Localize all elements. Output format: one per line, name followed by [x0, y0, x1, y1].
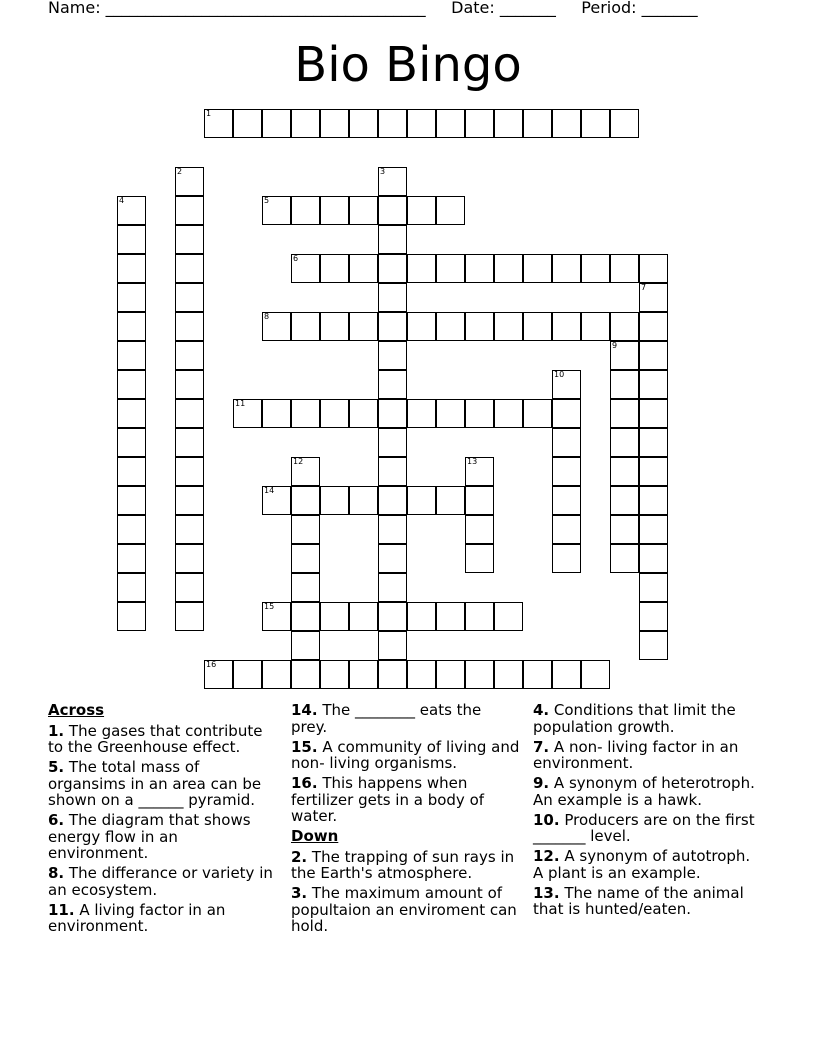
grid-cell[interactable]	[262, 399, 291, 428]
page-title: Bio Bingo	[294, 37, 522, 93]
grid-cell[interactable]	[552, 457, 581, 486]
grid-cell[interactable]	[552, 109, 581, 138]
clue-number-label: 7	[641, 283, 647, 292]
grid-cell[interactable]	[436, 109, 465, 138]
grid-cell[interactable]	[436, 312, 465, 341]
grid-cell[interactable]	[639, 399, 668, 428]
clue-text: A synonym of heterotroph. An example is a hawk.	[533, 774, 755, 809]
grid-cell[interactable]	[581, 660, 610, 689]
grid-cell[interactable]	[610, 457, 639, 486]
grid-cell[interactable]	[436, 196, 465, 225]
grid-cell[interactable]	[175, 370, 204, 399]
clue-number: 1.	[48, 721, 65, 740]
clue-number: 2.	[291, 847, 308, 866]
grid-cell[interactable]	[291, 573, 320, 602]
grid-cell[interactable]	[262, 109, 291, 138]
grid-cell[interactable]	[465, 109, 494, 138]
grid-cell[interactable]	[639, 631, 668, 660]
clue-text: The gases that contribute to the Greenhouse effect.	[48, 721, 263, 756]
clue-number-label: 4	[119, 196, 125, 205]
grid-cell[interactable]	[291, 544, 320, 573]
grid-cell[interactable]	[117, 457, 146, 486]
grid-cell[interactable]	[291, 109, 320, 138]
grid-cell[interactable]	[639, 515, 668, 544]
grid-cell[interactable]	[291, 399, 320, 428]
clue-item	[291, 775, 521, 825]
grid-cell[interactable]	[610, 254, 639, 283]
clue-text: The maximum amount of popultaion an enviroment can hold.	[291, 884, 517, 935]
grid-cell[interactable]	[581, 254, 610, 283]
clue-number-label: 15	[264, 602, 275, 611]
clue-number-label: 8	[264, 312, 270, 321]
clues-column-1	[48, 702, 273, 938]
grid-cell[interactable]	[320, 196, 349, 225]
grid-cell[interactable]	[465, 486, 494, 515]
clue-item	[533, 702, 763, 735]
clue-number: 8.	[48, 864, 65, 882]
grid-cell[interactable]	[523, 660, 552, 689]
grid-cell[interactable]	[639, 254, 668, 283]
grid-cell[interactable]	[378, 457, 407, 486]
clue-number-label: 12	[293, 457, 304, 466]
grid-cell[interactable]	[117, 312, 146, 341]
grid-cell[interactable]	[117, 283, 146, 312]
grid-cell[interactable]	[175, 225, 204, 254]
clue-number-label: 13	[467, 457, 478, 466]
grid-cell[interactable]	[552, 486, 581, 515]
grid-cell[interactable]	[407, 660, 436, 689]
grid-cell[interactable]	[117, 225, 146, 254]
grid-cell[interactable]	[291, 631, 320, 660]
clue-text: The total mass of organsims in an area can be shown on a ______ pyramid.	[48, 758, 262, 809]
clue-number-label: 10	[554, 370, 565, 379]
grid-cell[interactable]	[552, 515, 581, 544]
clue-text: A synonym of autotroph. A plant is an example.	[533, 847, 751, 882]
grid-cell[interactable]	[610, 312, 639, 341]
clue-number: 9.	[533, 774, 550, 792]
clue-text: The name of the animal that is hunted/eaten.	[533, 883, 744, 918]
grid-cell[interactable]	[378, 486, 407, 515]
grid-cell[interactable]	[262, 486, 291, 515]
clue-number-label: 3	[380, 167, 386, 176]
grid-cell[interactable]	[320, 109, 349, 138]
grid-cell[interactable]	[494, 660, 523, 689]
grid-cell[interactable]	[262, 312, 291, 341]
clue-number-label: 5	[264, 196, 270, 205]
grid-cell[interactable]	[639, 544, 668, 573]
grid-cell[interactable]	[523, 109, 552, 138]
grid-cell[interactable]	[494, 602, 523, 631]
clue-number-label: 16	[206, 660, 217, 669]
grid-cell[interactable]	[175, 399, 204, 428]
grid-cell[interactable]	[436, 399, 465, 428]
clue-text: Conditions that limit the population growth.	[533, 701, 736, 736]
grid-cell[interactable]	[204, 660, 233, 689]
grid-cell[interactable]	[465, 254, 494, 283]
grid-cell[interactable]	[378, 399, 407, 428]
clue-item	[291, 702, 521, 735]
grid-cell[interactable]	[262, 602, 291, 631]
grid-cell[interactable]	[117, 428, 146, 457]
grid-cell[interactable]	[494, 312, 523, 341]
clue-number: 16.	[291, 774, 318, 792]
grid-cell[interactable]	[436, 602, 465, 631]
name-field-label[interactable]: Name: ________________________________________	[48, 0, 426, 17]
grid-cell[interactable]	[291, 515, 320, 544]
grid-cell[interactable]	[175, 196, 204, 225]
grid-cell[interactable]	[349, 660, 378, 689]
grid-cell[interactable]	[233, 109, 262, 138]
grid-cell[interactable]	[175, 428, 204, 457]
grid-cell[interactable]	[465, 399, 494, 428]
grid-cell[interactable]	[378, 602, 407, 631]
grid-cell[interactable]	[291, 602, 320, 631]
grid-cell[interactable]	[117, 399, 146, 428]
clue-item	[291, 849, 521, 882]
grid-cell[interactable]	[175, 254, 204, 283]
grid-cell[interactable]	[639, 283, 668, 312]
grid-cell[interactable]	[378, 341, 407, 370]
clue-item	[291, 739, 521, 772]
grid-cell[interactable]	[378, 370, 407, 399]
grid-cell[interactable]	[610, 428, 639, 457]
grid-cell[interactable]	[465, 544, 494, 573]
clue-number: 4.	[533, 701, 550, 719]
clue-item	[533, 885, 763, 918]
grid-cell[interactable]	[262, 196, 291, 225]
clue-item	[48, 812, 273, 862]
grid-cell[interactable]	[117, 254, 146, 283]
clue-text: The trapping of sun rays in the Earth's atmosphere.	[291, 847, 515, 882]
clue-text: The diagram that shows energy flow in an environment.	[48, 811, 251, 862]
grid-cell[interactable]	[175, 602, 204, 631]
grid-cell[interactable]	[175, 283, 204, 312]
grid-cell[interactable]	[320, 399, 349, 428]
clues-column-2	[291, 702, 521, 938]
grid-cell[interactable]	[117, 602, 146, 631]
grid-cell[interactable]	[465, 602, 494, 631]
grid-cell[interactable]	[378, 312, 407, 341]
clue-text: The ________ eats the prey.	[291, 701, 482, 736]
grid-cell[interactable]	[291, 312, 320, 341]
grid-cell[interactable]	[320, 660, 349, 689]
clue-number: 6.	[48, 811, 65, 829]
clue-number-label: 9	[612, 341, 618, 350]
grid-cell[interactable]	[378, 225, 407, 254]
grid-cell[interactable]	[320, 602, 349, 631]
grid-cell[interactable]	[465, 312, 494, 341]
clue-item	[291, 885, 521, 935]
clue-number: 15.	[291, 737, 318, 756]
grid-cell[interactable]	[378, 515, 407, 544]
clue-number: 5.	[48, 758, 65, 776]
grid-cell[interactable]	[407, 602, 436, 631]
grid-cell[interactable]	[494, 399, 523, 428]
grid-cell[interactable]	[349, 109, 378, 138]
clue-number: 11.	[48, 900, 75, 919]
clue-item	[533, 775, 763, 808]
grid-cell[interactable]	[175, 486, 204, 515]
grid-cell[interactable]	[117, 370, 146, 399]
grid-cell[interactable]	[552, 370, 581, 399]
clue-item	[533, 812, 763, 845]
grid-cell[interactable]	[349, 196, 378, 225]
grid-cell[interactable]	[233, 660, 262, 689]
grid-cell[interactable]	[639, 602, 668, 631]
grid-cell[interactable]	[610, 399, 639, 428]
grid-cell[interactable]	[610, 370, 639, 399]
grid-cell[interactable]	[320, 486, 349, 515]
grid-cell[interactable]	[552, 660, 581, 689]
grid-cell[interactable]	[639, 573, 668, 602]
clue-number-label: 14	[264, 486, 275, 495]
grid-cell[interactable]	[291, 196, 320, 225]
clue-text: The differance or variety in an ecosystem.	[48, 864, 273, 899]
grid-cell[interactable]	[349, 399, 378, 428]
grid-cell[interactable]	[204, 109, 233, 138]
grid-cell[interactable]	[378, 544, 407, 573]
grid-cell[interactable]	[349, 486, 378, 515]
clue-number: 3.	[291, 884, 308, 902]
grid-cell[interactable]	[378, 631, 407, 660]
grid-cell[interactable]	[378, 573, 407, 602]
clue-text: A community of living and non- living organisms.	[291, 737, 520, 772]
grid-cell[interactable]	[378, 167, 407, 196]
grid-cell[interactable]	[523, 312, 552, 341]
grid-cell[interactable]	[175, 515, 204, 544]
grid-cell[interactable]	[320, 254, 349, 283]
grid-cell[interactable]	[175, 341, 204, 370]
grid-cell[interactable]	[552, 428, 581, 457]
down-heading: Down	[291, 827, 339, 845]
grid-cell[interactable]	[349, 602, 378, 631]
clue-item	[48, 723, 273, 756]
grid-cell[interactable]	[117, 341, 146, 370]
grid-cell[interactable]	[291, 486, 320, 515]
grid-cell[interactable]	[494, 254, 523, 283]
grid-cell[interactable]	[407, 399, 436, 428]
grid-cell[interactable]	[117, 196, 146, 225]
grid-cell[interactable]	[291, 660, 320, 689]
grid-cell[interactable]	[436, 486, 465, 515]
grid-cell[interactable]	[639, 312, 668, 341]
grid-cell[interactable]	[639, 486, 668, 515]
grid-cell[interactable]	[378, 283, 407, 312]
clue-number: 13.	[533, 883, 560, 902]
grid-cell[interactable]	[175, 573, 204, 602]
grid-cell[interactable]	[610, 486, 639, 515]
grid-cell[interactable]	[262, 660, 291, 689]
grid-cell[interactable]	[378, 428, 407, 457]
grid-cell[interactable]	[639, 428, 668, 457]
clue-number-label: 2	[177, 167, 183, 176]
grid-cell[interactable]	[581, 109, 610, 138]
grid-cell[interactable]	[407, 196, 436, 225]
period-field-label[interactable]: Period: _______	[581, 0, 698, 17]
grid-cell[interactable]	[175, 167, 204, 196]
grid-cell[interactable]	[407, 109, 436, 138]
grid-cell[interactable]	[233, 399, 262, 428]
grid-cell[interactable]	[175, 312, 204, 341]
grid-cell[interactable]	[378, 109, 407, 138]
grid-cell[interactable]	[610, 544, 639, 573]
clue-number: 10.	[533, 810, 560, 829]
grid-cell[interactable]	[639, 341, 668, 370]
grid-cell[interactable]	[378, 660, 407, 689]
grid-cell[interactable]	[349, 254, 378, 283]
clue-number-label: 1	[206, 109, 212, 118]
grid-cell[interactable]	[610, 341, 639, 370]
grid-cell[interactable]	[117, 573, 146, 602]
grid-cell[interactable]	[436, 254, 465, 283]
grid-cell[interactable]	[523, 399, 552, 428]
grid-cell[interactable]	[291, 254, 320, 283]
grid-cell[interactable]	[523, 254, 552, 283]
clues-column-3	[533, 702, 763, 921]
clue-text: This happens when fertilizer gets in a body of water.	[291, 774, 485, 825]
grid-cell[interactable]	[610, 109, 639, 138]
grid-cell[interactable]	[117, 486, 146, 515]
clue-item	[48, 902, 273, 935]
clue-item	[533, 848, 763, 881]
clue-item	[48, 759, 273, 809]
clue-number: 14.	[291, 701, 318, 719]
grid-cell[interactable]	[581, 312, 610, 341]
grid-cell[interactable]	[436, 660, 465, 689]
grid-cell[interactable]	[349, 312, 378, 341]
grid-cell[interactable]	[175, 544, 204, 573]
clue-item	[533, 739, 763, 772]
grid-cell[interactable]	[552, 254, 581, 283]
grid-cell[interactable]	[117, 515, 146, 544]
grid-cell[interactable]	[639, 457, 668, 486]
grid-cell[interactable]	[407, 254, 436, 283]
clue-number: 12.	[533, 847, 560, 865]
grid-cell[interactable]	[465, 457, 494, 486]
grid-cell[interactable]	[320, 312, 349, 341]
clue-text: A non- living factor in an environment.	[533, 737, 739, 772]
grid-cell[interactable]	[291, 457, 320, 486]
grid-cell[interactable]	[378, 254, 407, 283]
clue-number-label: 6	[293, 254, 299, 263]
grid-cell[interactable]	[175, 457, 204, 486]
clue-text: A living factor in an environment.	[48, 900, 226, 935]
grid-cell[interactable]	[465, 515, 494, 544]
grid-cell[interactable]	[407, 486, 436, 515]
clue-number-label: 11	[235, 399, 246, 408]
clue-number: 7.	[533, 737, 550, 756]
grid-cell[interactable]	[465, 660, 494, 689]
clue-text: Producers are on the first _______ level.	[533, 810, 755, 845]
grid-cell[interactable]	[407, 312, 436, 341]
grid-cell[interactable]	[639, 370, 668, 399]
across-heading: Across	[48, 701, 105, 719]
grid-cell[interactable]	[552, 544, 581, 573]
grid-cell[interactable]	[494, 109, 523, 138]
clue-item	[48, 865, 273, 898]
date-field-label[interactable]: Date: _______	[451, 0, 556, 17]
grid-cell[interactable]	[378, 196, 407, 225]
grid-cell[interactable]	[552, 399, 581, 428]
grid-cell[interactable]	[117, 544, 146, 573]
grid-cell[interactable]	[610, 515, 639, 544]
grid-cell[interactable]	[552, 312, 581, 341]
